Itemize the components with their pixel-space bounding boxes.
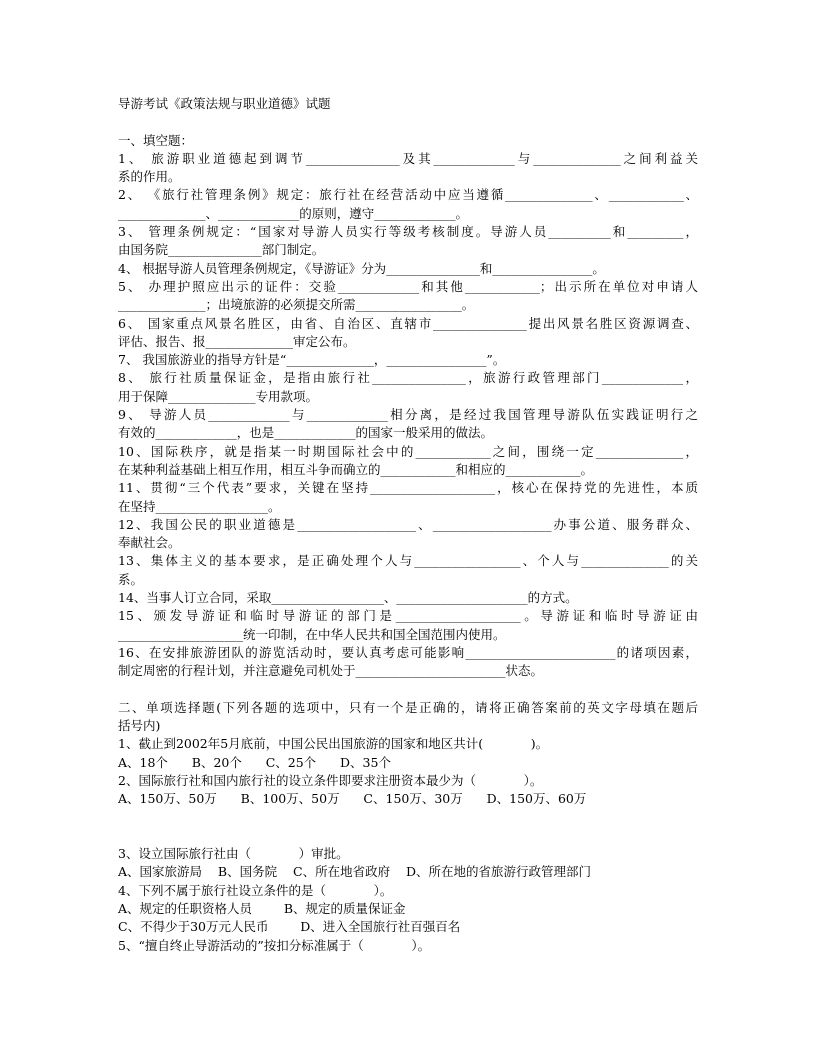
section2-heading-line: 括号内) bbox=[118, 718, 161, 734]
document-title: 导游考试《政策法规与职业道德》试题 bbox=[118, 96, 331, 111]
question-line: 5、“擅自终止导游活动的”按扣分标准属于（ ）。 bbox=[118, 937, 431, 953]
document-page bbox=[118, 95, 698, 955]
question-line: 12、我国公民的职业道德是___________________、___________________办事公道、服务群众、 bbox=[118, 516, 698, 532]
question-line: 评估、报告、报______________审定公布。 bbox=[118, 333, 356, 349]
section2-heading bbox=[118, 699, 698, 736]
question-line: 系。 bbox=[118, 571, 144, 587]
question-line: 15、颁发导游证和临时导游证的部门是____________________。导游证和临时导游证由 bbox=[118, 608, 698, 624]
question-line: 在坚持__________________。 bbox=[118, 498, 281, 514]
question-line: 用于保障______________专用款项。 bbox=[118, 388, 319, 404]
spacer bbox=[118, 827, 698, 845]
question-line: 16、在安排旅游团队的游览活动时，要认真考虑可能影响________________________的诸项因素， bbox=[118, 644, 698, 660]
section2-heading-line: 二、单项选择题(下列各题的选项中，只有一个是正确的，请将正确答案前的英文字母填在题后 bbox=[118, 699, 698, 715]
question-line: 13、集体主义的基本要求，是正确处理个人与_________________、个人与______________的关 bbox=[118, 553, 698, 569]
choice-questions-2 bbox=[118, 845, 698, 955]
question-line: 14、当事人订立合同，采取__________________、_____________________的方式。 bbox=[118, 590, 578, 606]
question-line: ______________；出境旅游的必须提交所需_________________。 bbox=[118, 297, 475, 313]
question-line: ____________________统一印制，在中华人民共和国全国范围内使用。 bbox=[118, 626, 506, 642]
section1-heading: 一、填空题： bbox=[118, 132, 194, 148]
question-line: 6、 国家重点风景名胜区，由省、自治区、直辖市_______________提出风景名胜区资源调查、 bbox=[118, 315, 698, 331]
question-line: A、国家旅游局 B、国务院 C、所在地省政府 D、所在地的省旅游行政管理部门 bbox=[118, 864, 591, 880]
question-line: 奉献社会。 bbox=[118, 535, 181, 551]
question-line: 2、 《旅行社管理条例》规定：旅行社在经营活动中应当遵循______________、____________、 bbox=[118, 187, 698, 203]
question-line: 系的作用。 bbox=[118, 169, 181, 185]
question-line: 1、 旅游职业道德起到调节_______________及其_____________与______________之间利益关 bbox=[118, 150, 698, 166]
question-line: 8、 旅行社质量保证金，是指由旅行社_______________，旅游行政管理部门_____________， bbox=[118, 370, 698, 386]
spacer bbox=[118, 809, 698, 827]
question-line: 由国务院_______________部门制定。 bbox=[118, 242, 325, 258]
question-line: 4、 根据导游人员管理条例规定，《导游证》分为_______________和________________。 bbox=[118, 260, 605, 276]
question-line: 7、 我国旅游业的指导方针是“______________，________________”。 bbox=[118, 352, 506, 368]
spacer bbox=[118, 113, 698, 131]
spacer bbox=[118, 681, 698, 699]
question-line: 有效的_____________，也是_____________的国家一般采用的做法。 bbox=[118, 425, 494, 441]
question-line: A、18个 B、20个 C、25个 D、35个 bbox=[118, 754, 391, 770]
fill-in-questions bbox=[118, 150, 698, 681]
question-line: A、规定的任职资格人员 B、规定的质量保证金 bbox=[118, 901, 406, 917]
question-line: ______________、_____________的原则，遵守_____________。 bbox=[118, 205, 469, 221]
question-line: 4、下列不属于旅行社设立条件的是（ ）。 bbox=[118, 882, 393, 898]
question-line: 10、国际秩序，就是指某一时期国际社会中的____________之间，围绕一定______________， bbox=[118, 443, 698, 459]
question-line: 制定周密的行程计划，并注意避免司机处于________________________状态。 bbox=[118, 663, 544, 679]
question-line: 3、 管理条例规定：“国家对导游人员实行等级考核制度。导游人员__________和_________， bbox=[118, 224, 698, 240]
question-line: 11、贯彻“三个代表”要求，关键在坚持____________________，核心在保持党的先进性，本质 bbox=[118, 480, 698, 496]
question-line: 5、 办理护照应出示的证件：交验_____________和其他____________；出示所在单位对申请人 bbox=[118, 278, 698, 294]
question-line: C、不得少于30万元人民币 D、进入全国旅行社百强百名 bbox=[118, 919, 461, 935]
question-line: A、150万、50万 B、100万、50万 C、150万、30万 D、150万、60万 bbox=[118, 791, 587, 807]
question-line: 9、 导游人员_____________与_____________相分离，是经过我国管理导游队伍实践证明行之 bbox=[118, 407, 698, 423]
question-line: 3、设立国际旅行社由（ ）审批。 bbox=[118, 846, 349, 862]
choice-questions-1 bbox=[118, 735, 698, 808]
question-line: 1、截止到2002年5月底前，中国公民出国旅游的国家和地区共计( )。 bbox=[118, 736, 549, 752]
question-line: 在某种利益基础上相互作用，相互斗争而确立的____________和相应的____________。 bbox=[118, 461, 594, 477]
question-line: 2、国际旅行社和国内旅行社的设立条件即要求注册资本最少为（ ）。 bbox=[118, 772, 543, 788]
